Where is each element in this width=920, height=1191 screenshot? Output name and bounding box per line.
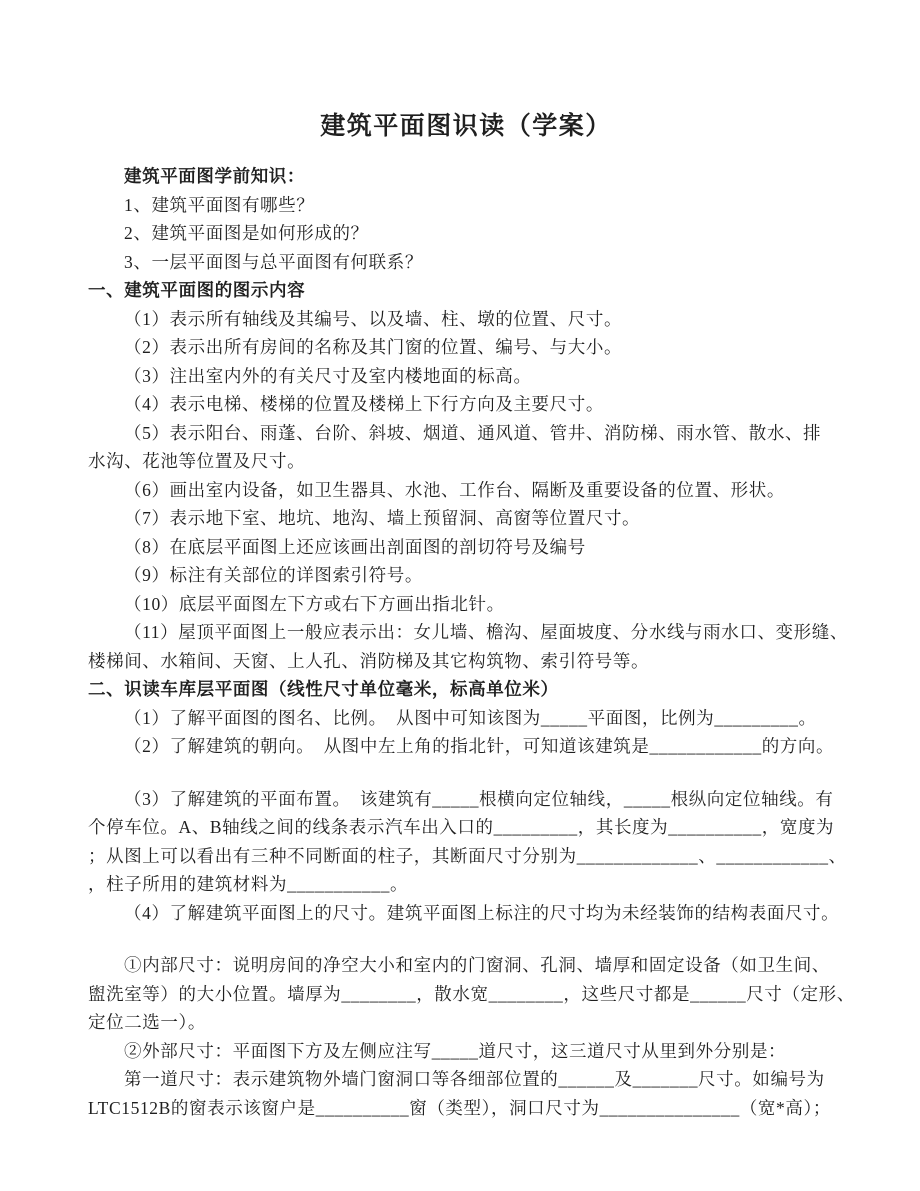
section2-item-1: （1）了解平面图的图名、比例。 从图中可知该图为_____平面图，比例为_________。 <box>124 707 817 728</box>
section2-item-3-continued-3: ，柱子所用的建筑材料为___________。 <box>88 874 409 894</box>
section1-item-7: （7）表示地下室、地坑、地沟、墙上预留洞、高窗等位置尺寸。 <box>124 508 641 528</box>
first-dimension-continued: LTC1512B的窗表示该窗户是__________窗（类型），洞口尺寸为_______________（宽*高）； <box>88 1097 831 1118</box>
inner-dimensions-line: ①内部尺寸：说明房间的净空大小和室内的门窗洞、孔洞、墙厚和固定设备（如卫生间、 <box>124 955 830 975</box>
first-dimension-line: 第一道尺寸：表示建筑物外墙门窗洞口等各细部位置的______及_______尺寸。如编号为 <box>124 1069 825 1089</box>
section1-item-5: （5）表示阳台、雨蓬、台阶、斜坡、烟道、通风道、管井、消防梯、雨水管、散水、排 <box>124 422 822 443</box>
section2-item-3: （3）了解建筑的平面布置。 该建筑有_____根横向定位轴线，_____根纵向定位轴线。有 <box>124 788 834 809</box>
section2-item-3-continued-2: ；从图上可以看出有三种不同断面的柱子，其断面尺寸分别为_____________、____________、 <box>88 845 847 866</box>
outer-dimensions-line: ②外部尺寸：平面图下方及左侧应注写_____道尺寸，这三道尺寸从里到外分别是： <box>124 1040 787 1061</box>
section1-item-10: （10）底层平面图左下方或右下方画出指北针。 <box>124 593 505 614</box>
inner-dimensions-continued-1: 盥洗室等）的大小位置。墙厚为________，散水宽________，这些尺寸都是______尺寸（定形、 <box>88 983 855 1004</box>
section1-item-8: （8）在底层平面图上还应该画出剖面图的剖切符号及编号 <box>124 536 586 557</box>
section2-item-2: （2）了解建筑的朝向。 从图中左上角的指北针，可知道该建筑是____________的方向。 <box>124 736 835 756</box>
document-body <box>88 162 855 1122</box>
document-content <box>88 0 855 1122</box>
section1-item-11-continued: 楼梯间、水箱间、天窗、上人孔、消防梯及其它构筑物、索引符号等。 <box>88 650 650 671</box>
section1-item-4: （4）表示电梯、楼梯的位置及楼梯上下行方向及主要尺寸。 <box>124 394 604 414</box>
intro-question-3: 3、一层平面图与总平面图有何联系？ <box>124 251 423 272</box>
section1-item-5-continued: 水沟、花池等位置及尺寸。 <box>88 451 306 471</box>
intro-question-2: 2、建筑平面图是如何形成的？ <box>124 223 369 243</box>
section1-heading: 一、建筑平面图的图示内容 <box>88 280 306 300</box>
section2-heading: 二、识读车库层平面图（线性尺寸单位毫米，标高单位米） <box>88 679 559 699</box>
section1-item-11: （11）屋顶平面图上一般应表示出：女儿墙、檐沟、屋面坡度、分水线与雨水口、变形缝、 <box>124 622 848 642</box>
section2-item-4: （4）了解建筑平面图上的尺寸。建筑平面图上标注的尺寸均为未经装饰的结构表面尺寸。 <box>124 902 840 923</box>
paragraph-gap <box>88 761 844 785</box>
section2-item-3-continued-1: 个停车位。A、B轴线之间的线条表示汽车出入口的_________，其长度为__________，宽度为 <box>88 817 835 837</box>
page-title: 建筑平面图识读（学案） <box>320 113 612 140</box>
section1-item-2: （2）表示出所有房间的名称及其门窗的位置、编号、与大小。 <box>124 337 623 357</box>
section1-item-6: （6）画出室内设备，如卫生器具、水池、工作台、隔断及重要设备的位置、形状。 <box>124 479 785 500</box>
intro-heading: 建筑平面图学前知识： <box>124 166 305 186</box>
section1-item-9: （9）标注有关部位的详图索引符号。 <box>124 565 423 585</box>
section1-item-3: （3）注出室内外的有关尺寸及室内楼地面的标高。 <box>124 365 532 386</box>
inner-dimensions-continued-2: 定位二选一）。 <box>88 1012 206 1032</box>
paragraph-gap <box>88 927 844 951</box>
intro-question-1: 1、建筑平面图有哪些？ <box>124 194 315 215</box>
section1-item-1: （1）表示所有轴线及其编号、以及墙、柱、墩的位置、尺寸。 <box>124 308 623 329</box>
